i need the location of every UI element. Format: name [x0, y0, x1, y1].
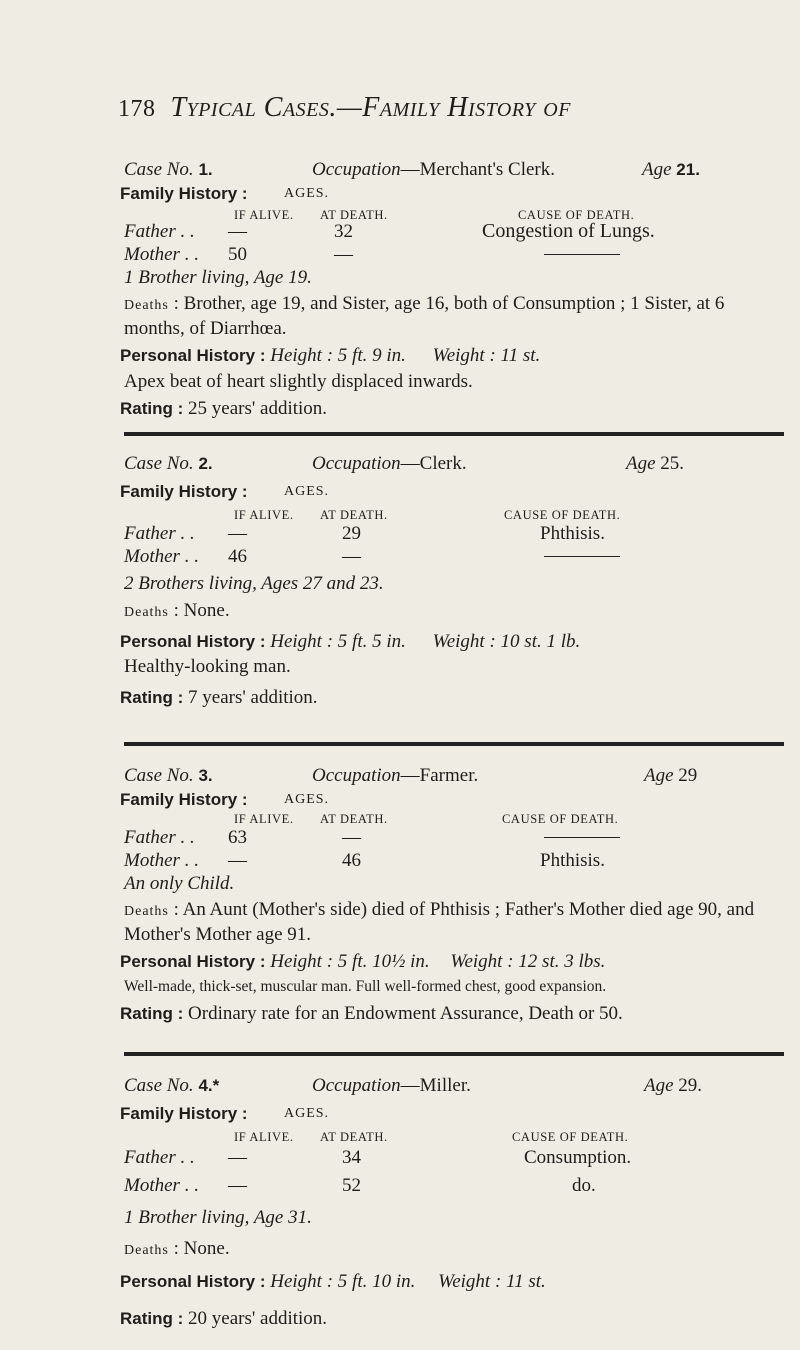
father-alive: — — [228, 523, 247, 544]
personal-history-label: Personal History : — [120, 1272, 266, 1291]
weight-label: Weight : — [432, 631, 496, 652]
age: 25. — [660, 453, 685, 474]
height: 5 ft. 5 in. — [337, 631, 406, 652]
siblings: An only Child. — [124, 873, 235, 894]
deaths-text: None. — [183, 600, 230, 621]
height-label: Height : — [270, 951, 334, 972]
mother-label: Mother — [124, 244, 180, 265]
mother-label: Mother — [124, 1175, 180, 1196]
rating-label: Rating : — [120, 1309, 184, 1328]
mother-label: Mother — [124, 850, 180, 871]
if-alive-heading: IF ALIVE. — [234, 812, 294, 826]
mother-cause: Phthisis. — [540, 850, 605, 871]
ages-heading: AGES. — [284, 186, 330, 201]
mother-alive: — — [228, 1175, 247, 1196]
if-alive-heading: IF ALIVE. — [234, 208, 294, 222]
height-label: Height : — [270, 1271, 334, 1292]
if-alive-heading: IF ALIVE. — [234, 1130, 294, 1144]
mother-alive: 46 — [228, 546, 247, 567]
father-label: Father — [124, 523, 176, 544]
family-history-label: Family History : — [120, 184, 248, 203]
deaths-block: Deaths : Brother, age 19, and Sister, age 16, both of Consumption ; 1 Sister, at 6 months, of Diarrhœa. — [124, 293, 725, 339]
rating: 20 years' addition. — [188, 1308, 328, 1329]
family-history-label: Family History : — [120, 790, 248, 809]
deaths-label: Deaths — [124, 1243, 169, 1258]
rating-label: Rating : — [120, 399, 184, 418]
cause-heading: CAUSE OF DEATH. — [504, 508, 621, 522]
siblings: 2 Brothers living, Ages 27 and 23. — [124, 573, 384, 594]
ages-heading: AGES. — [284, 484, 330, 499]
case-label: Case No. — [124, 765, 194, 786]
cause-dash — [544, 254, 620, 255]
at-death-heading: AT DEATH. — [320, 1130, 388, 1144]
father-death: 29 — [342, 523, 361, 544]
weight: 11 st. — [500, 345, 541, 366]
occupation-label: Occupation — [312, 1075, 401, 1096]
occupation-label: Occupation — [312, 765, 401, 786]
father-alive: 63 — [228, 827, 247, 848]
age: 21. — [676, 160, 700, 179]
age-label: Age — [644, 1075, 674, 1096]
age: 29. — [678, 1075, 703, 1096]
deaths-label: Deaths — [124, 605, 169, 620]
occupation: —Miller. — [400, 1075, 471, 1096]
mother-alive: — — [228, 850, 247, 871]
mother-death: 46 — [342, 850, 361, 871]
father-cause: Phthisis. — [540, 523, 605, 544]
age-label: Age — [642, 159, 672, 180]
father-death: — — [342, 827, 361, 848]
father-label: Father — [124, 1147, 176, 1168]
case-4: Case No. 4.* Occupation—Miller. Age 29. Family History : AGES. IF ALIVE. AT DEATH. CAUSE OF DEATH. Father . . — 34 Consumption. Mother . . — 52 do. 1 Brother living, Age 31. Deaths : None. Personal History : Height : 5 ft. 10 in. Weight : 11 st. Rating : 20 years' addition. — [124, 1074, 756, 1330]
occupation: —Clerk. — [400, 453, 467, 474]
weight: 12 st. 3 lbs. — [518, 951, 606, 972]
divider — [124, 432, 784, 436]
cause-heading: CAUSE OF DEATH. — [502, 812, 619, 826]
ages-heading: AGES. — [284, 1106, 330, 1121]
ages-heading: AGES. — [284, 792, 330, 807]
father-death: 32 — [334, 221, 353, 242]
rating: 25 years' addition. — [188, 398, 328, 419]
weight: 11 st. — [506, 1271, 546, 1292]
cause-dash — [544, 837, 620, 838]
family-history-label: Family History : — [120, 482, 248, 501]
case-label: Case No. — [124, 453, 194, 474]
case-1: Case No. 1. Occupation—Merchant's Clerk. Age 21. Family History : AGES. IF ALIVE. AT DEATH. CAUSE OF DEATH. Father . . — 32 Congestion of Lungs. Mother . . 50 — 1 Brother living, Age 19. Deaths : Brother, age 19, and Sister, age 16, both of Consumption ; 1 Sister, at 6 months, of Diarrhœa. Personal History : Height : 5 ft. 9 in. Weight : 11 st. Apex beat of heart slightly displaced inwards. Rating : 25 years' addition. — [124, 158, 756, 420]
at-death-heading: AT DEATH. — [320, 208, 388, 222]
remark: Well-made, thick-set, muscular man. Full well-formed chest, good expansion. — [124, 978, 607, 995]
remark: Apex beat of heart slightly displaced inwards. — [124, 371, 473, 392]
family-history-label: Family History : — [120, 1104, 248, 1123]
father-cause: Consumption. — [524, 1147, 632, 1168]
father-alive: — — [228, 221, 247, 242]
weight-label: Weight : — [450, 951, 514, 972]
height-label: Height : — [270, 631, 334, 652]
age-label: Age — [644, 765, 674, 786]
personal-history-label: Personal History : — [120, 346, 266, 365]
height-label: Height : — [270, 345, 334, 366]
mother-death: — — [334, 244, 353, 265]
case-label: Case No. — [124, 159, 194, 180]
occupation: —Merchant's Clerk. — [400, 159, 555, 180]
weight-label: Weight : — [432, 345, 496, 366]
mother-cause: do. — [572, 1175, 596, 1196]
case-number: 1. — [198, 160, 213, 179]
remark: Healthy-looking man. — [124, 656, 291, 677]
rating: 7 years' addition. — [188, 687, 318, 708]
deaths-label: Deaths — [124, 298, 169, 313]
siblings: 1 Brother living, Age 19. — [124, 267, 312, 288]
father-death: 34 — [342, 1147, 361, 1168]
cause-dash — [544, 556, 620, 557]
divider — [124, 1052, 784, 1056]
age: 29 — [678, 765, 698, 786]
height: 5 ft. 9 in. — [337, 345, 406, 366]
personal-history-label: Personal History : — [120, 952, 266, 971]
siblings: 1 Brother living, Age 31. — [124, 1207, 312, 1228]
deaths-text: None. — [183, 1238, 230, 1259]
if-alive-heading: IF ALIVE. — [234, 508, 294, 522]
father-cause: Congestion of Lungs. — [482, 220, 655, 242]
case-label: Case No. — [124, 1075, 194, 1096]
personal-history-label: Personal History : — [120, 632, 266, 651]
deaths-label: Deaths — [124, 904, 169, 919]
case-number: 4.* — [198, 1076, 220, 1095]
father-label: Father — [124, 221, 176, 242]
page-number: 178 — [118, 96, 156, 122]
father-alive: — — [228, 1147, 247, 1168]
rating-label: Rating : — [120, 688, 184, 707]
occupation: —Farmer. — [400, 765, 479, 786]
mother-label: Mother — [124, 546, 180, 567]
height: 5 ft. 10 in. — [337, 1271, 416, 1292]
cause-heading: CAUSE OF DEATH. — [512, 1130, 629, 1144]
father-label: Father — [124, 827, 176, 848]
cause-heading: CAUSE OF DEATH. — [518, 208, 635, 222]
mother-death: 52 — [342, 1175, 361, 1196]
age-label: Age — [626, 453, 656, 474]
mother-alive: 50 — [228, 244, 247, 265]
at-death-heading: AT DEATH. — [320, 508, 388, 522]
weight-label: Weight : — [438, 1271, 502, 1292]
divider — [124, 742, 784, 746]
case-3: Case No. 3. Occupation—Farmer. Age 29 Family History : AGES. IF ALIVE. AT DEATH. CAUSE OF DEATH. Father . . 63 — Mother . . — 46 Phthisis. An only Child. Deaths : An Aunt (Mother's side) died of Phthisis ; Father's Mother died age 90, and Mother's Mother age 91. Personal History : Height : 5 ft. 10½ in. Weight : 12 st. 3 lbs. Well-made, thick-set, muscular man. Full well-formed chest, good expansion. Rating : Ordinary rate for an Endowment Assurance, Death or 50. — [120, 765, 755, 1024]
weight: 10 st. 1 lb. — [500, 631, 581, 652]
case-number: 2. — [198, 454, 213, 473]
page-header — [118, 92, 728, 124]
page-title: Typical Cases.—Family History of — [170, 92, 571, 123]
mother-death: — — [342, 546, 361, 567]
rating: Ordinary rate for an Endowment Assurance, Death or 50. — [188, 1003, 623, 1024]
rating-label: Rating : — [120, 1004, 184, 1023]
height: 5 ft. 10½ in. — [337, 951, 430, 972]
at-death-heading: AT DEATH. — [320, 812, 388, 826]
deaths-text: An Aunt (Mother's side) died of Phthisis ; Father's Mother died age 90, and Mother's Mother age 91. — [124, 899, 755, 945]
occupation-label: Occupation — [312, 453, 401, 474]
deaths-text: Brother, age 19, and Sister, age 16, both of Consumption ; 1 Sister, at 6 months, of Diarrhœa. — [124, 293, 725, 339]
occupation-label: Occupation — [312, 159, 401, 180]
case-2: Case No. 2. Occupation—Clerk. Age 25. Family History : AGES. IF ALIVE. AT DEATH. CAUSE OF DEATH. Father . . — 29 Phthisis. Mother . . 46 — 2 Brothers living, Ages 27 and 23. Deaths : None. Personal History : Height : 5 ft. 5 in. Weight : 10 st. 1 lb. Healthy-looking man. Rating : 7 years' addition. — [124, 452, 756, 709]
case-number: 3. — [198, 766, 213, 785]
